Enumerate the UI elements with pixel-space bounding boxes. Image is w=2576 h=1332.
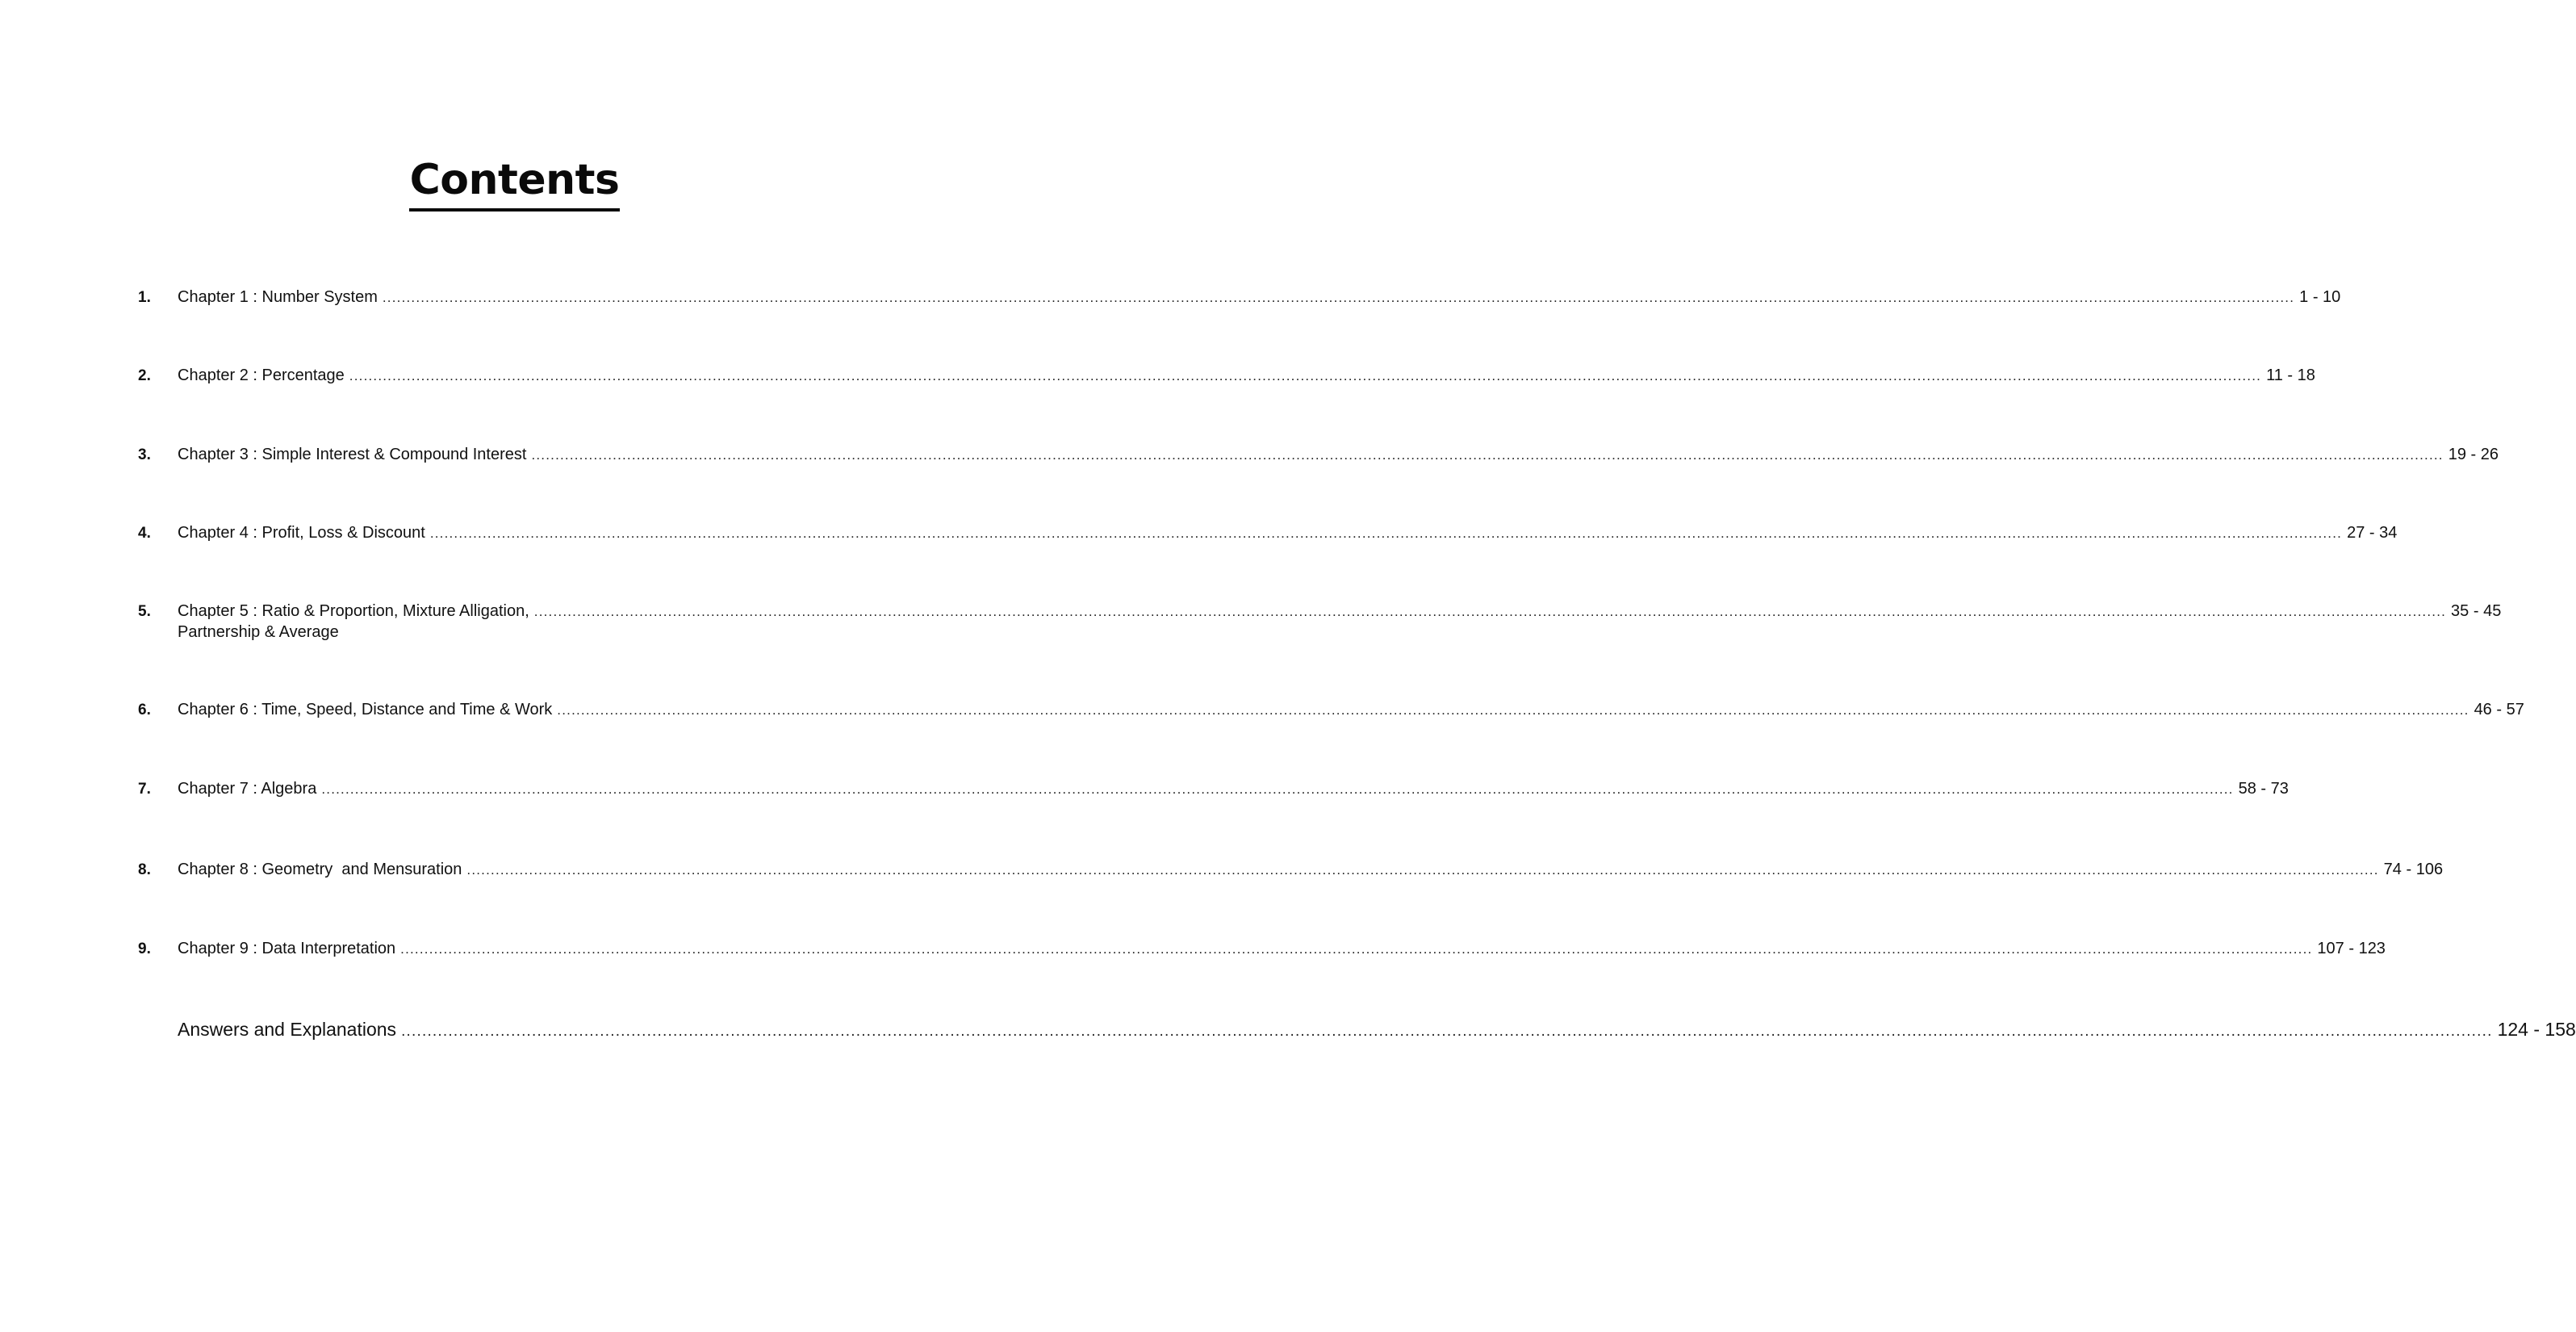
- entry-number: 8.: [138, 861, 151, 878]
- entry-label-continuation: Partnership & Average: [178, 623, 339, 641]
- entry-number: 9.: [138, 940, 151, 957]
- entry-label: Chapter 7 : Algebra: [178, 778, 321, 800]
- dot-leader: ................................................................................................................................................................................................................................................................................................................................................................................................................: [429, 526, 2343, 541]
- entry-number: 2.: [138, 367, 151, 384]
- entry-number: 7.: [138, 781, 151, 798]
- entry-label: Chapter 3 : Simple Interest & Compound Interest: [178, 444, 531, 466]
- entry-number: 5.: [138, 603, 151, 620]
- entry-pages: 46 - 57: [2474, 701, 2524, 718]
- dot-leader: ................................................................................................................................................................................................................................................................................................................................................................................................................: [531, 447, 2444, 463]
- entry-label: Chapter 5 : Ratio & Proportion, Mixture Alligation,: [178, 601, 534, 622]
- entry-label: Chapter 4 : Profit, Loss & Discount: [178, 522, 430, 544]
- dot-leader: ................................................................................................................................................................................................................................................................................................................................................................................................................: [382, 290, 2295, 305]
- entry-pages: 11 - 18: [2266, 367, 2315, 384]
- answers-pages: 124 - 158: [2497, 1019, 2576, 1040]
- dot-leader: ................................................................................................................................................................................................................................................................................................................................................................................................................: [400, 941, 2313, 957]
- entry-pages: 58 - 73: [2238, 780, 2289, 798]
- entry-label: Chapter 2 : Percentage: [178, 365, 349, 387]
- dot-leader: ................................................................................................................................................................................................................................................................................................................................................................................................................: [557, 702, 2469, 718]
- entry-number: 6.: [138, 702, 151, 718]
- entry-pages: 1 - 10: [2299, 288, 2341, 306]
- dot-leader: ................................................................................................................................................................................................................................................................................................................................................................................................................: [401, 1023, 2493, 1040]
- dot-leader: ................................................................................................................................................................................................................................................................................................................................................................................................................: [533, 604, 2447, 619]
- dot-leader: ................................................................................................................................................................................................................................................................................................................................................................................................................: [321, 781, 2234, 797]
- answers-label: Answers and Explanations: [178, 1017, 401, 1041]
- dot-leader: ................................................................................................................................................................................................................................................................................................................................................................................................................: [349, 368, 2262, 383]
- title-wrap: [0, 155, 1029, 212]
- dot-leader: ................................................................................................................................................................................................................................................................................................................................................................................................................: [466, 862, 2379, 878]
- entry-label: Chapter 6 : Time, Speed, Distance and Time & Work: [178, 699, 557, 721]
- entry-label: Chapter 9 : Data Interpretation: [178, 938, 400, 960]
- entry-label: Chapter 8 : Geometry and Mensuration: [178, 859, 466, 881]
- entry-pages: 27 - 34: [2347, 524, 2398, 542]
- page-title: Contents: [409, 155, 621, 212]
- entry-pages: 19 - 26: [2448, 446, 2499, 463]
- entry-pages: 35 - 45: [2451, 602, 2502, 620]
- entry-number: 3.: [138, 446, 151, 463]
- entry-label: Chapter 1 : Number System: [178, 287, 383, 308]
- entry-number: 1.: [138, 289, 151, 306]
- entry-number: 4.: [138, 525, 151, 542]
- entry-pages: 74 - 106: [2383, 861, 2444, 878]
- entry-pages: 107 - 123: [2317, 940, 2386, 957]
